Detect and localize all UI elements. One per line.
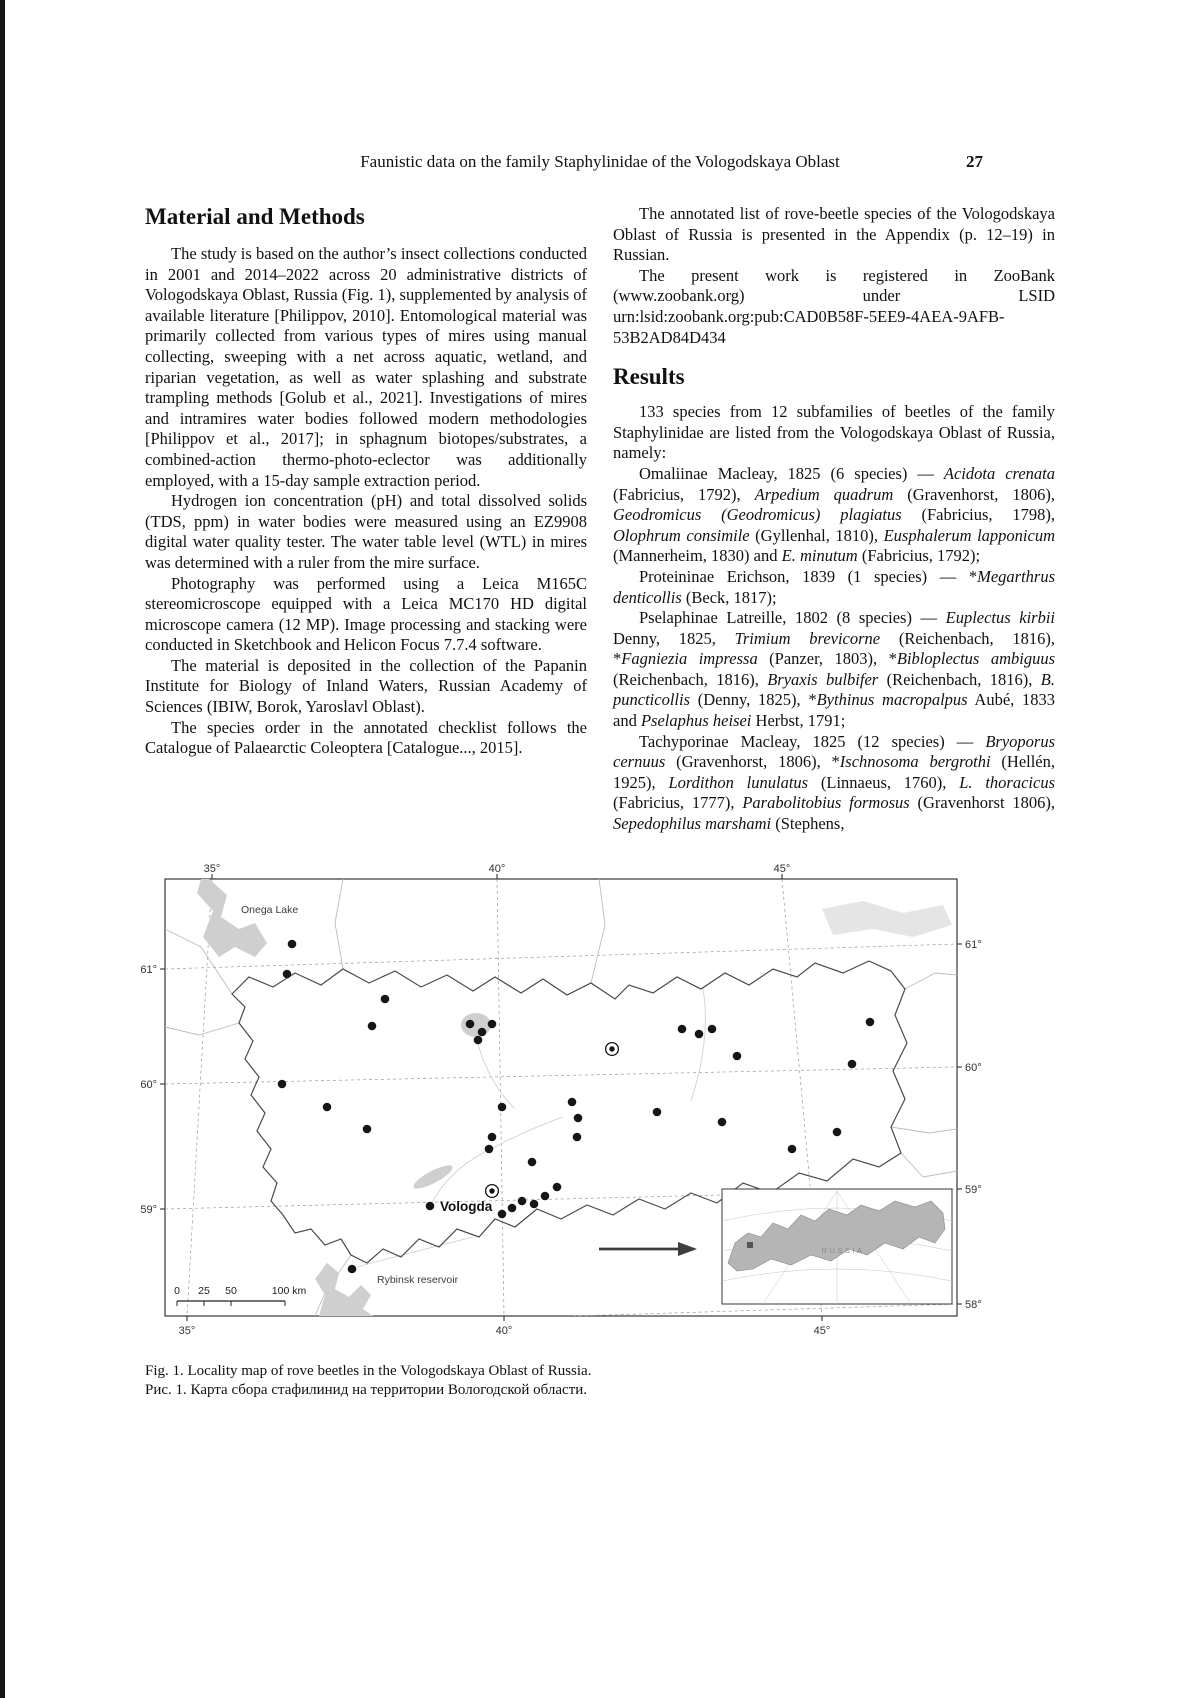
vologodskaya-highlight — [747, 1242, 753, 1248]
figure-caption-ru: Рис. 1. Карта сбора стафилинид на территории Вологодской области. — [145, 1381, 588, 1398]
two-column-body — [145, 204, 1055, 835]
onega-lake-label: Onega Lake — [241, 903, 299, 916]
axis-label-right-59: 59° — [965, 1183, 982, 1196]
scale-25: 25 — [198, 1284, 210, 1297]
paragraph: The species order in the annotated checklist follows the Catalogue of Palaearctic Coleoptera [Catalogue..., 2015]. — [145, 717, 587, 758]
right-column — [613, 204, 1055, 835]
section-heading-material-methods: Material and Methods — [145, 204, 365, 229]
axis-label-top-45: 45° — [773, 862, 791, 875]
axis-label-right-58: 58° — [965, 1298, 982, 1311]
axis-label-right-61: 61° — [965, 938, 982, 951]
paragraph: The annotated list of rove-beetle species of the Vologodskaya Oblast of Russia is presented in the Appendix (p. 12–19) in Russian. — [613, 204, 1055, 265]
page-number: 27 — [966, 152, 983, 171]
axis-label-left-61: 61° — [140, 963, 157, 976]
axis-label-bottom-45: 45° — [813, 1324, 831, 1337]
axis-label-bottom-40: 40° — [495, 1324, 513, 1337]
axis-label-left-59: 59° — [140, 1203, 157, 1216]
appendix-zoobank-paragraphs — [613, 204, 1055, 348]
scale-0: 0 — [174, 1284, 180, 1297]
locality-map-wrap — [140, 862, 1055, 1348]
page-content — [140, 152, 1056, 1400]
axis-label-top-40: 40° — [488, 862, 506, 875]
paragraph: The present work is registered in ZooBank (www.zoobank.org) under LSID urn:lsid:zoobank.org:pub:CAD0B58F-5EE9-4AEA-9AFB-53B2AD84D434 — [613, 265, 1055, 347]
paragraph: Proteininae Erichson, 1839 (1 species) — *Megarthrus denticollis (Beck, 1817); — [613, 566, 1055, 607]
material-methods-paragraphs — [145, 244, 587, 759]
paragraph: Tachyporinae Macleay, 1825 (12 species) — Bryoporus cernuus (Gravenhorst, 1806), *Ischnosoma bergrothi (Hellén, 1925), Lordithon lunulatus (Linnaeus, 1760), L. thoracicus (Fabricius, 1777), Parabolitobius formosus (Gravenhorst 1806), Sepedophilus marshami (Stephens, — [613, 731, 1056, 834]
paragraph: Photography was performed using a Leica M165C stereomicroscope equipped with a Leica MC170 HD digital microscope camera (12 MP). Image processing and stacking were conducted in Sketchbook and Helicon Focus 7.7.4 software. — [145, 573, 587, 655]
rybinsk-reservoir-label: Rybinsk reservoir — [377, 1273, 459, 1286]
paragraph: The study is based on the author’s insect collections conducted in 2001 and 2014–2022 across 20 administrative districts of Vologodskaya Oblast, Russia (Fig. 1), supplemented by analysis of available literature [Philippov, 2010]. Entomological material was primarily collected from various types of mires using manual collecting, sweeping with a net across aquatic, wetland, and riparian vegetation, as well as water splashing and substrate trampling methods [Golub et al., 2021]. Investigations of mires and intramires water bodies followed modern methodologies [Philippov et al., 2017]; in sphagnum biotopes/substrates, a combined-action thermo-photo-eclector was additionally employed, with a 15-day sample extraction period. — [145, 244, 587, 490]
figure-caption — [145, 1362, 1055, 1400]
scale-100km: 100 km — [271, 1284, 307, 1297]
results-paragraphs — [613, 402, 1055, 834]
running-title: Faunistic data on the family Staphylinidae of the Vologodskaya Oblast — [360, 152, 840, 171]
paragraph: The material is deposited in the collection of the Papanin Institute for Biology of Inland Waters, Russian Academy of Sciences (IBIW, Borok, Yaroslavl Oblast). — [145, 655, 587, 717]
paragraph: Omaliinae Macleay, 1825 (6 species) — Acidota crenata (Fabricius, 1792), Arpedium quadrum (Gravenhorst, 1806), Geodromicus (Geodromicus) plagiatus (Fabricius, 1798), Olophrum consimile (Gyllenhal, 1810), Eusphalerum lapponicum (Mannerheim, 1830) and E. minutum (Fabricius, 1792); — [613, 463, 1056, 566]
vologda-label: Vologda — [440, 1198, 493, 1214]
axis-label-top-35: 35° — [203, 862, 221, 875]
axis-label-right-60: 60° — [965, 1061, 982, 1074]
russia-inset-map — [722, 1189, 952, 1304]
locality-map — [140, 862, 982, 1343]
section-heading-results: Results — [613, 364, 685, 390]
russia-inset-label: RUSSIA — [821, 1245, 865, 1255]
figure-1 — [140, 862, 1055, 1400]
left-column — [145, 204, 587, 835]
paragraph: Pselaphinae Latreille, 1802 (8 species) — Euplectus kirbii Denny, 1825, Trimium brevicorne (Reichenbach, 1816), *Fagniezia impressa (Panzer, 1803), *Bibloplectus ambiguus (Reichenbach, 1816), Bryaxis bulbifer (Reichenbach, 1816), B. puncticollis (Denny, 1825), *Bythinus macropalpus Aubé, 1833 and Pselaphus heisei Herbst, 1791; — [613, 608, 1056, 731]
paragraph: 133 species from 12 subfamilies of beetles of the family Staphylinidae are listed from the Vologodskaya Oblast of Russia, namely: — [613, 402, 1055, 463]
axis-label-bottom-35: 35° — [178, 1324, 196, 1337]
white-lake-shape — [461, 1013, 491, 1037]
axis-label-left-60: 60° — [140, 1078, 157, 1091]
scale-50: 50 — [225, 1284, 237, 1297]
running-header — [145, 152, 1055, 172]
figure-caption-en: Fig. 1. Locality map of rove beetles in the Vologodskaya Oblast of Russia. — [145, 1362, 592, 1379]
scan-edge-artifact — [0, 0, 5, 1698]
paragraph: Hydrogen ion concentration (pH) and total dissolved solids (TDS, ppm) in water bodies were measured using an EZ9908 digital water quality tester. The water table level (WTL) in mires was determined with a ruler from the mire surface. — [145, 491, 587, 572]
